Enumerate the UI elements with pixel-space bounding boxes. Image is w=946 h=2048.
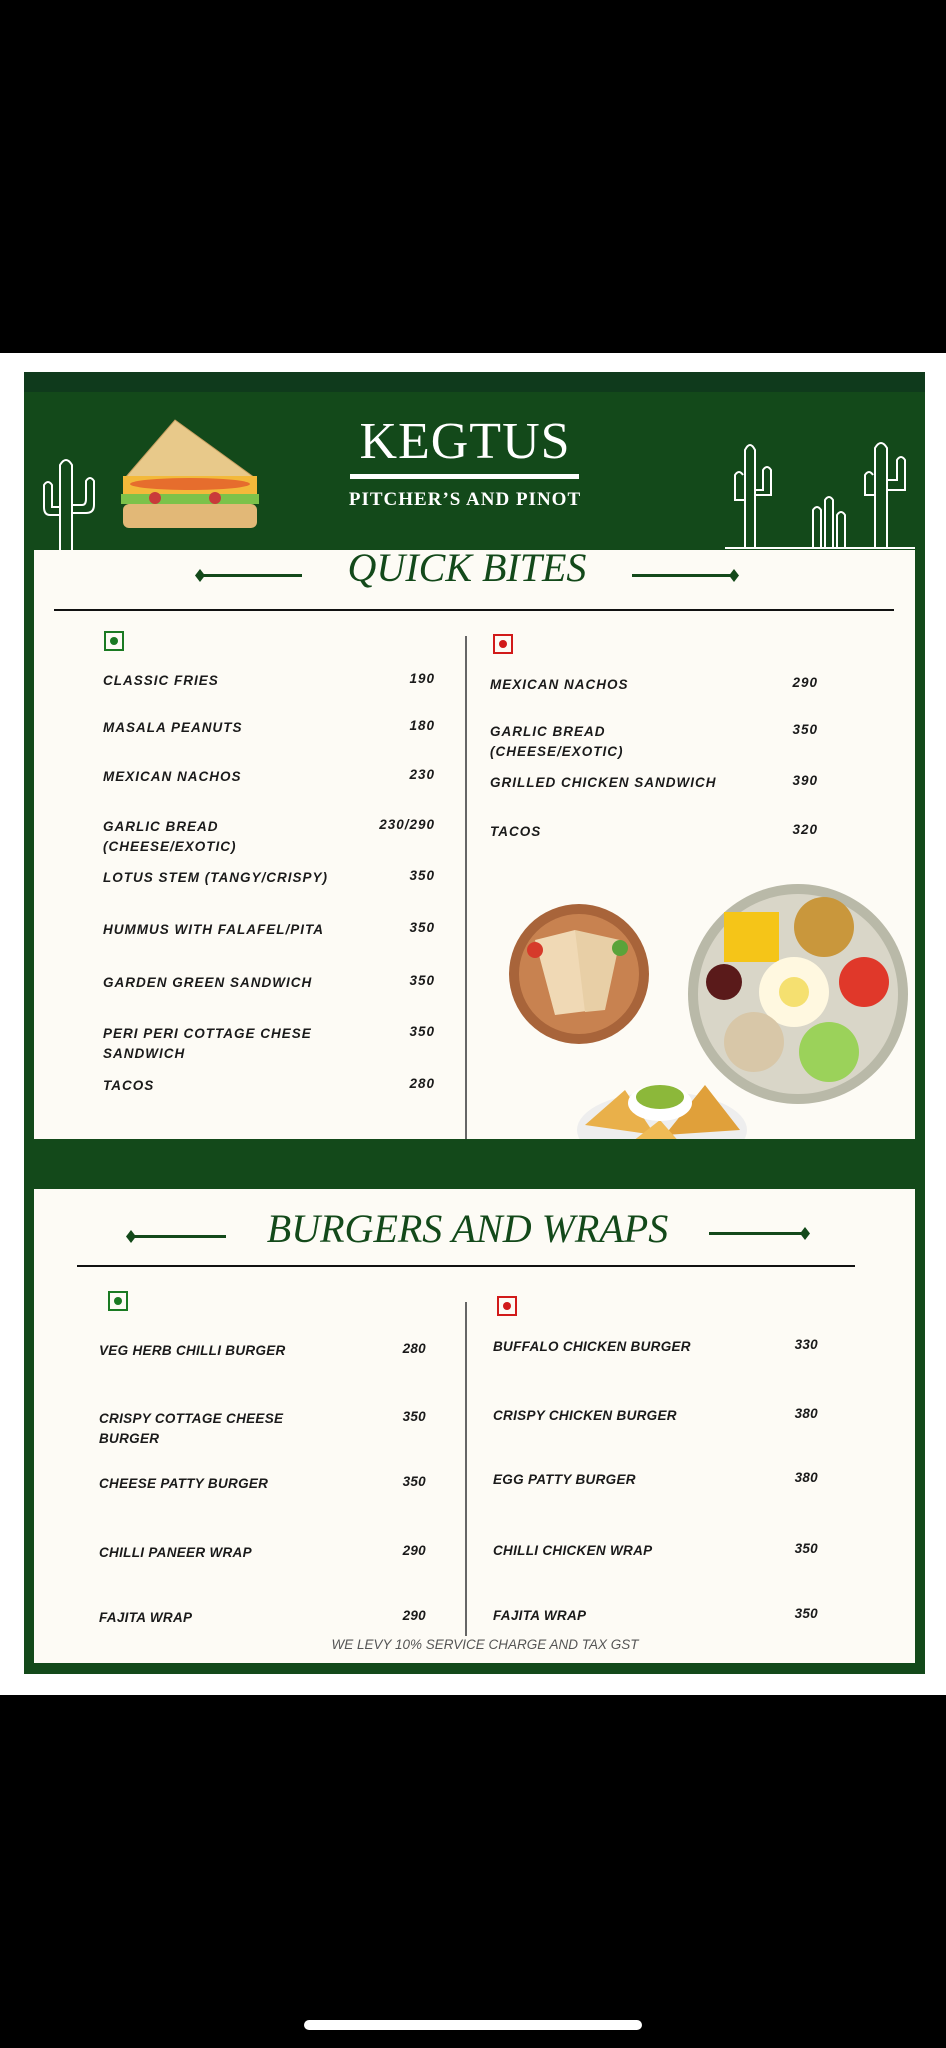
menu-item-name: MASALA PEANUTS xyxy=(103,720,243,735)
menu-item-price: 350 xyxy=(792,722,818,737)
menu-item-name: FAJITA WRAP xyxy=(99,1610,193,1625)
menu-item-price: 280 xyxy=(402,1341,426,1356)
menu-item-name: GRILLED CHICKEN SANDWICH xyxy=(490,775,717,790)
menu-item-name: MEXICAN NACHOS xyxy=(490,677,629,692)
cactus-left-icon xyxy=(36,455,96,551)
menu-item-price: 350 xyxy=(794,1606,818,1621)
menu-item-name: VEG HERB CHILLI BURGER xyxy=(99,1343,286,1358)
menu-item-price: 230 xyxy=(409,767,435,782)
menu-item-price: 350 xyxy=(409,973,435,988)
menu-item-name: CLASSIC FRIES xyxy=(103,673,219,688)
menu-item-price: 190 xyxy=(409,671,435,686)
menu-item-name: CRISPY COTTAGE CHEESE BURGER xyxy=(99,1411,284,1446)
menu-item-price: 350 xyxy=(794,1541,818,1556)
service-charge-note: WE LEVY 10% SERVICE CHARGE AND TAX GST xyxy=(331,1637,639,1652)
veg-icon xyxy=(108,1291,128,1311)
top-strip xyxy=(24,372,925,392)
menu-item-name: GARDEN GREEN SANDWICH xyxy=(103,975,313,990)
menu-item-price: 180 xyxy=(409,718,435,733)
sandwich-image xyxy=(115,418,265,533)
menu-item-price: 390 xyxy=(792,773,818,788)
menu-item-name: BUFFALO CHICKEN BURGER xyxy=(493,1339,691,1354)
menu-item-name: CHILLI PANEER WRAP xyxy=(99,1545,252,1560)
menu-item-price: 350 xyxy=(409,920,435,935)
menu-item-price: 320 xyxy=(792,822,818,837)
menu-item-name: GARLIC BREAD (CHEESE/EXOTIC) xyxy=(490,724,624,759)
menu-item-price: 280 xyxy=(409,1076,435,1091)
menu-item-price: 380 xyxy=(794,1470,818,1485)
menu-item-price: 350 xyxy=(402,1409,426,1424)
home-indicator[interactable] xyxy=(304,2020,642,2030)
divider xyxy=(77,1265,855,1267)
menu-item-price: 290 xyxy=(402,1608,426,1623)
menu-item-price: 330 xyxy=(794,1337,818,1352)
column-divider xyxy=(465,636,467,1139)
menu-item-price: 350 xyxy=(409,868,435,883)
menu-item-name: CHEESE PATTY BURGER xyxy=(99,1476,269,1491)
nonveg-icon xyxy=(497,1296,517,1316)
wraps-image xyxy=(505,900,655,1050)
menu-item-name: PERI PERI COTTAGE CHESE SANDWICH xyxy=(103,1026,312,1061)
veg-icon xyxy=(104,631,124,651)
right-arrow-ornament xyxy=(632,574,734,577)
nonveg-icon xyxy=(493,634,513,654)
menu-item-price: 290 xyxy=(402,1543,426,1558)
burgers-heading: BURGERS AND WRAPS xyxy=(266,1206,669,1251)
menu-item-name: TACOS xyxy=(490,824,542,839)
menu-item-name: GARLIC BREAD (CHEESE/EXOTIC) xyxy=(103,819,237,854)
menu-item-price: 350 xyxy=(402,1474,426,1489)
menu-item-price: 230/290 xyxy=(379,817,435,832)
menu-item-name: HUMMUS WITH FALAFEL/PITA xyxy=(103,922,324,937)
section-band xyxy=(34,1139,915,1189)
menu-item-name: EGG PATTY BURGER xyxy=(493,1472,636,1487)
left-arrow-ornament xyxy=(200,574,302,577)
menu-item-name: CHILLI CHICKEN WRAP xyxy=(493,1543,653,1558)
right-arrow-ornament xyxy=(709,1232,805,1235)
brand-tagline: PITCHER’S AND PINOT xyxy=(348,489,582,510)
column-divider xyxy=(465,1302,467,1636)
left-arrow-ornament xyxy=(131,1235,226,1238)
brand-underline xyxy=(350,474,579,479)
quick-bites-heading: QUICK BITES xyxy=(347,545,587,590)
menu-item-name: MEXICAN NACHOS xyxy=(103,769,242,784)
menu-item-name: LOTUS STEM (TANGY/CRISPY) xyxy=(103,870,329,885)
menu-item-price: 380 xyxy=(794,1406,818,1421)
brand-title: KEGTUS xyxy=(359,413,571,470)
menu-item-name: CRISPY CHICKEN BURGER xyxy=(493,1408,677,1423)
divider xyxy=(54,609,894,611)
cactus-right-icon xyxy=(725,440,915,552)
menu-item-name: FAJITA WRAP xyxy=(493,1608,587,1623)
menu-item-price: 350 xyxy=(409,1024,435,1039)
menu-item-price: 290 xyxy=(792,675,818,690)
menu-item-name: TACOS xyxy=(103,1078,155,1093)
